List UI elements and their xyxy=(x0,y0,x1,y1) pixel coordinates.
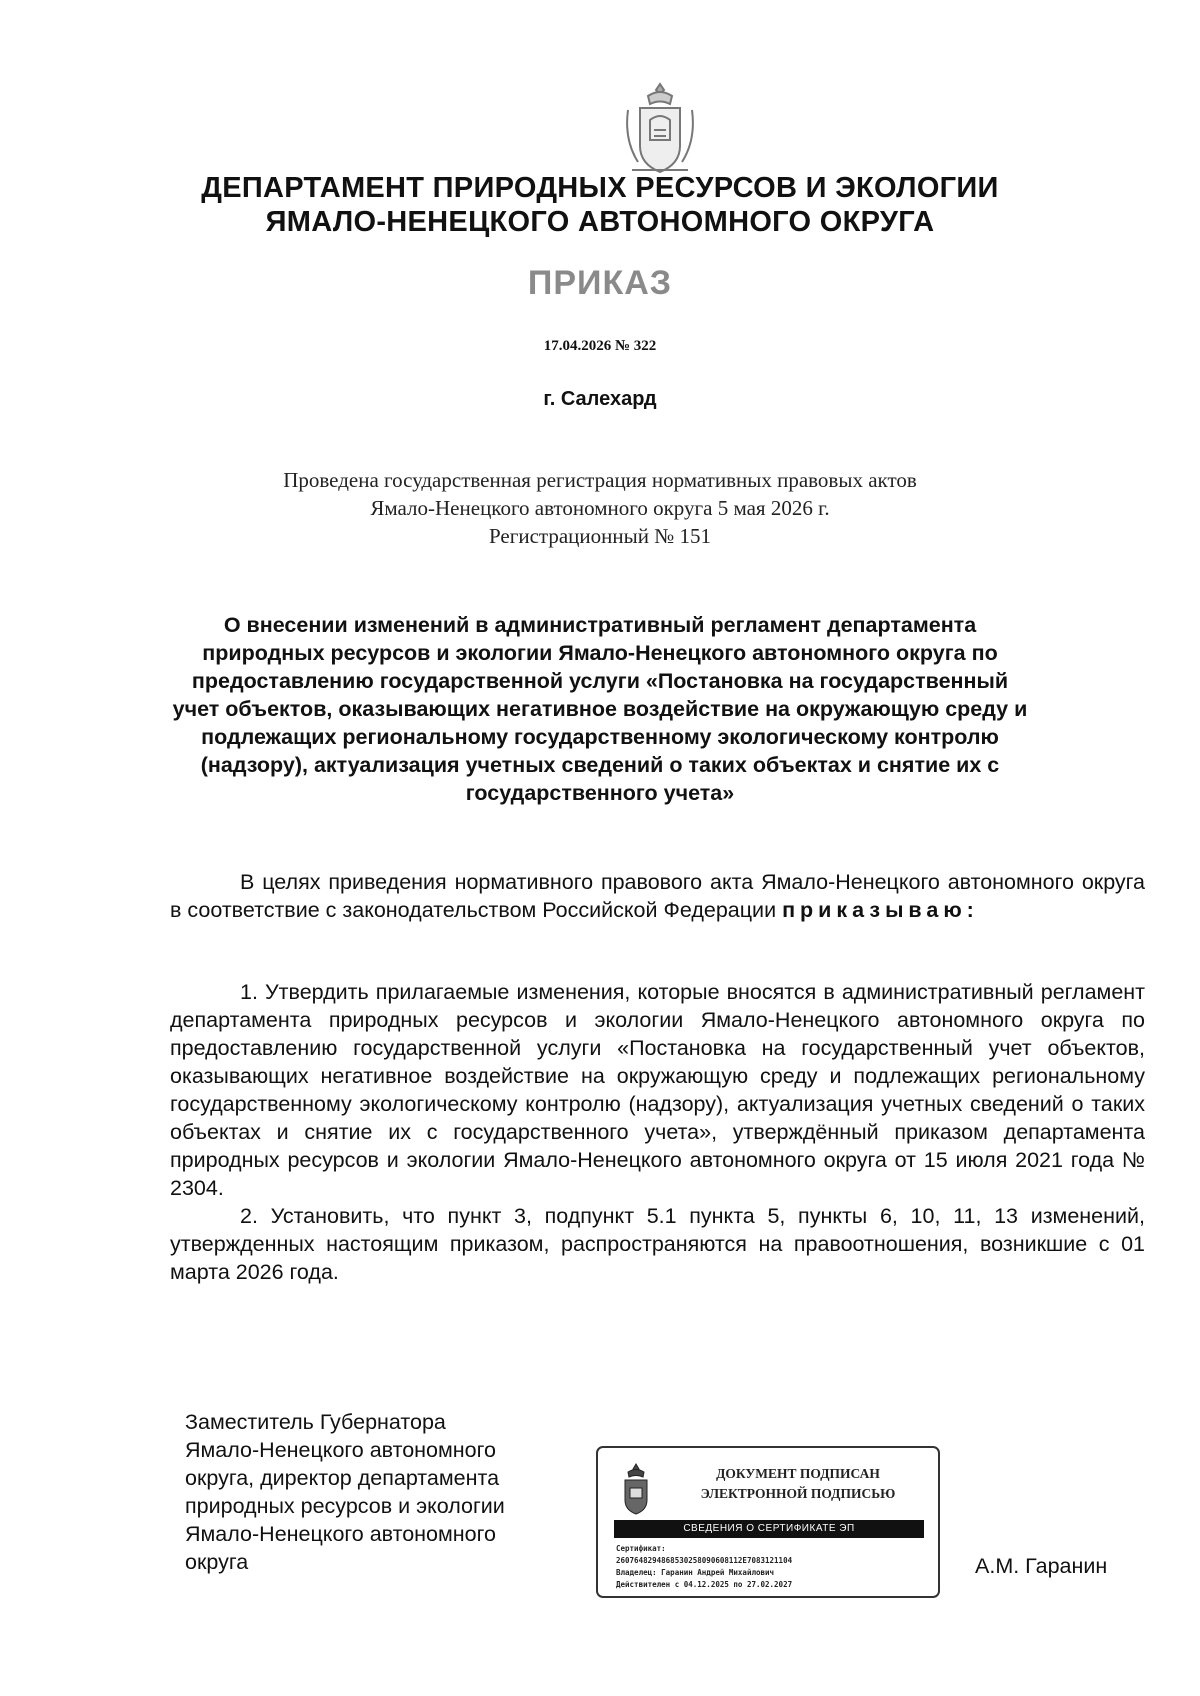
position-line: природных ресурсов и экологии xyxy=(185,1494,505,1518)
stamp-certificate-bar: СВЕДЕНИЯ О СЕРТИФИКАТЕ ЭП xyxy=(614,1520,924,1538)
document-type: ПРИКАЗ xyxy=(527,264,673,302)
registration-line-1: Проведена государственная регистрация нормативных правовых актов xyxy=(283,468,917,492)
order-item-2: 2. Установить, что пункт 3, подпункт 5.1 пункта 5, пункты 6, 10, 11, 13 изменений, утвержденных настоящим приказом, распространяются на правоотношения, возникшие с 01 марта 2026 года. xyxy=(170,1204,1145,1284)
coat-of-arms-icon xyxy=(620,80,700,180)
position-line: округа xyxy=(185,1550,249,1574)
stamp-validity: Действителен с 04.12.2025 по 27.02.2027 xyxy=(616,1580,793,1589)
order-items xyxy=(170,978,1145,1286)
position-line: Заместитель Губернатора xyxy=(185,1410,446,1434)
stamp-certificate-value: 2607648294868530258090608112E7083121104 xyxy=(616,1556,793,1565)
stamp-certificate-label: Сертификат: xyxy=(616,1544,666,1553)
position-line: округа, директор департамента xyxy=(185,1466,500,1490)
position-line: Ямало-Ненецкого автономного xyxy=(185,1522,496,1546)
signatory-name: А.М. Гаранин xyxy=(975,1554,1108,1578)
document-title: О внесении изменений в административный регламент департамента природных ресурсов и экологии Ямало-Ненецкого автономного округа по предоставлению государственной услуги «Постановка на государственный учет объектов, оказывающих негативное воздействие на окружающую среду и подлежащих региональному государственному экологическому контролю (надзору), актуализация учетных сведений о таких объектах и снятие их с государственного учета» xyxy=(172,613,1028,805)
order-item-1: 1. Утвердить прилагаемые изменения, которые вносятся в административный регламент департамента природных ресурсов и экологии Ямало-Ненецкого автономного округа по предоставлению государственной услуги «Постановка на государственный учет объектов, оказывающих негативное воздействие на окружающую среду и подлежащих региональному государственному экологическому контролю (надзору), актуализация учетных сведений о таких объектах и снятие их с государственного учета», утверждённый приказом департамента природных ресурсов и экологии Ямало-Ненецкого автономного округа от 15 июля 2021 года № 2304. xyxy=(170,980,1145,1200)
stamp-heading-2: ЭЛЕКТРОННОЙ ПОДПИСЬЮ xyxy=(700,1486,896,1501)
stamp-emblem-icon xyxy=(616,1462,656,1518)
signatory-position xyxy=(185,1408,585,1576)
position-line: Ямало-Ненецкого автономного xyxy=(185,1438,496,1462)
order-word: приказываю: xyxy=(782,898,979,922)
registration-line-3: Регистрационный № 151 xyxy=(489,524,711,548)
preamble-text: В целях приведения нормативного правового акта Ямало-Ненецкого автономного округа в соответствие с законодательством Российской Федерации xyxy=(170,870,1145,922)
registration-note xyxy=(0,466,1200,550)
org-name-line-1: ДЕПАРТАМЕНТ ПРИРОДНЫХ РЕСУРСОВ И ЭКОЛОГИИ xyxy=(201,172,999,204)
preamble xyxy=(170,868,1145,924)
date-number: 17.04.2026 № 322 xyxy=(543,338,657,354)
org-name-line-2: ЯМАЛО-НЕНЕЦКОГО АВТОНОМНОГО ОКРУГА xyxy=(265,206,935,238)
e-signature-stamp xyxy=(596,1446,940,1598)
city: г. Салехард xyxy=(543,388,657,410)
stamp-heading-1: ДОКУМЕНТ ПОДПИСАН xyxy=(716,1466,880,1481)
stamp-owner: Владелец: Гаранин Андрей Михайлович xyxy=(616,1568,775,1577)
registration-line-2: Ямало-Ненецкого автономного округа 5 мая 2026 г. xyxy=(370,496,830,520)
